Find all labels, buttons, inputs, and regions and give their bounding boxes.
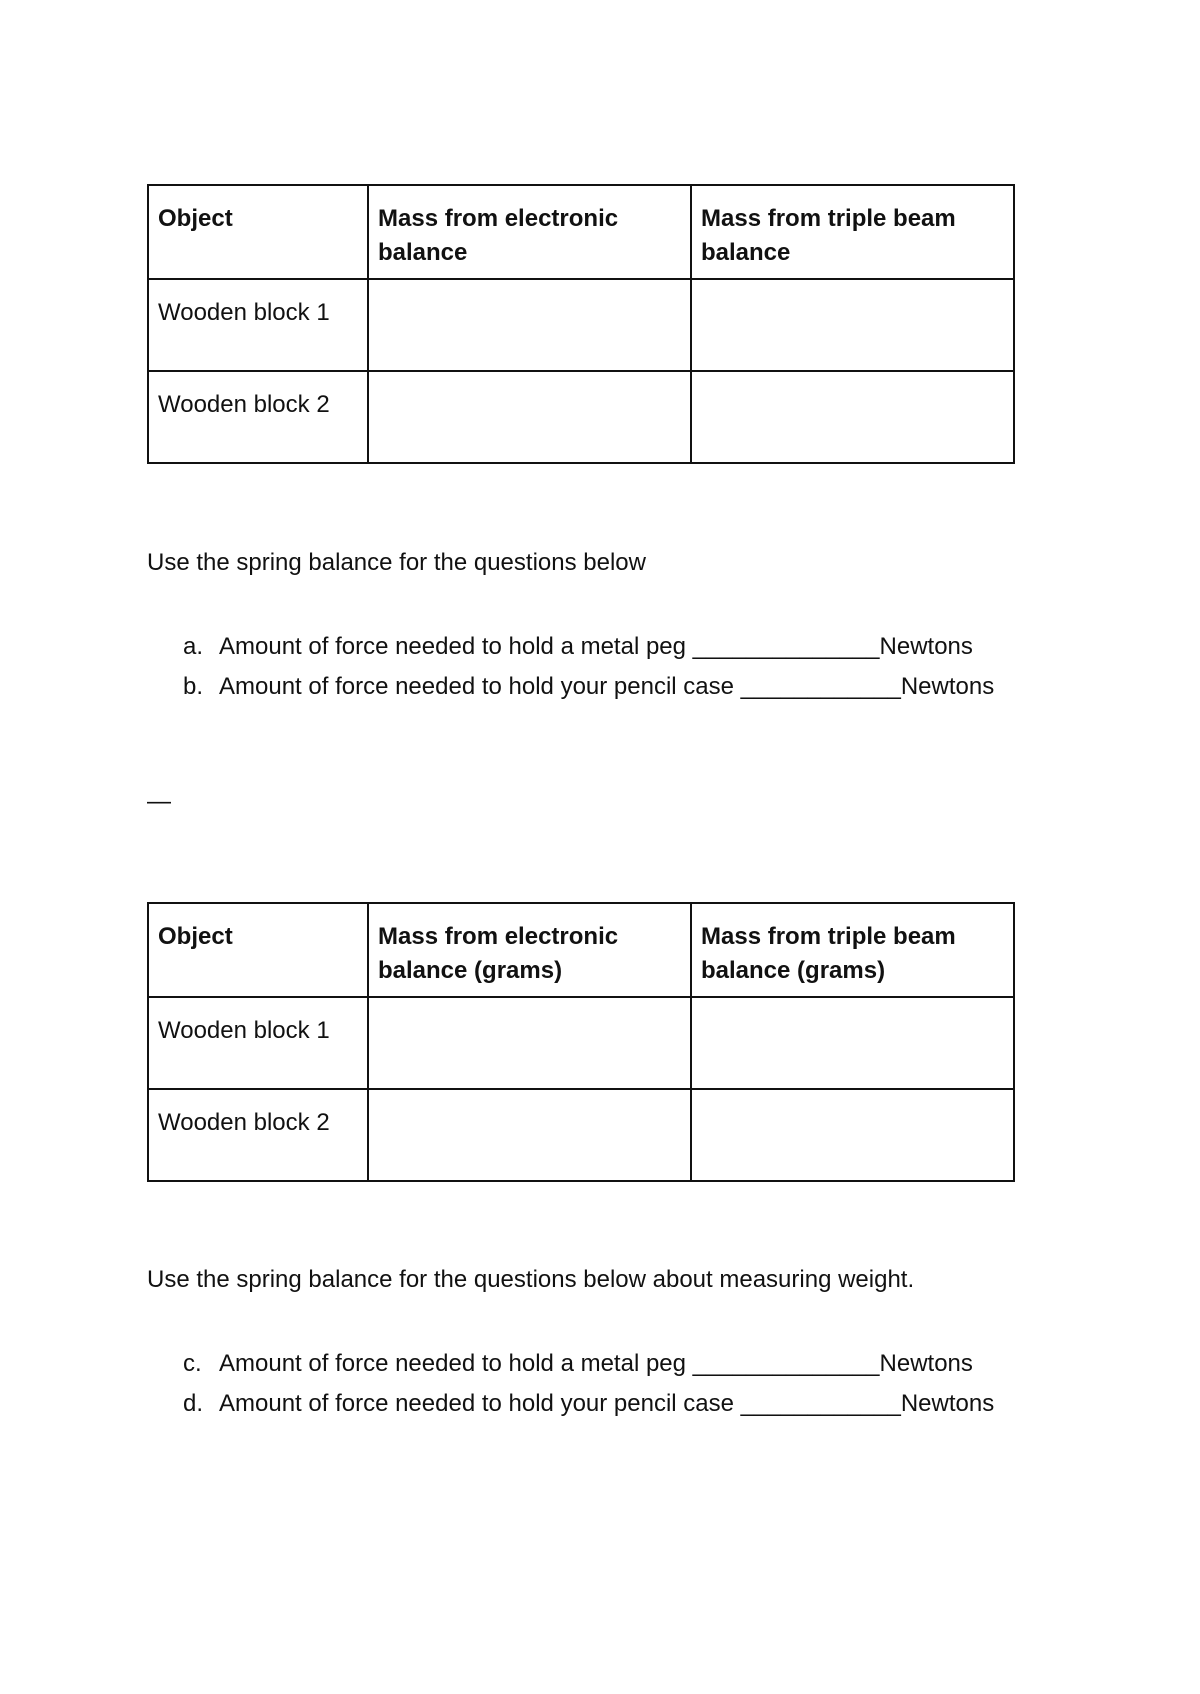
header-triple-beam-balance: Mass from triple beam balance (grams) (691, 903, 1014, 997)
mass-table-2 (147, 902, 1015, 1182)
question-item (183, 667, 994, 707)
answer-cell[interactable] (691, 1089, 1014, 1181)
unit-label: Newtons (879, 633, 973, 660)
table-row (148, 997, 1014, 1089)
question-text: Amount of force needed to hold a metal peg (219, 633, 686, 660)
question-item (183, 1384, 994, 1424)
instruction-text: Use the spring balance for the questions below about measuring weight. (147, 1266, 915, 1293)
answer-cell[interactable] (691, 371, 1014, 463)
row-label: Wooden block 1 (148, 279, 368, 371)
table-row (148, 1089, 1014, 1181)
question-item (183, 1344, 994, 1384)
answer-cell[interactable] (368, 371, 691, 463)
row-label: Wooden block 2 (148, 1089, 368, 1181)
header-object: Object (148, 185, 368, 279)
answer-cell[interactable] (368, 279, 691, 371)
unit-label: Newtons (900, 673, 995, 700)
unit-label: Newtons (879, 1350, 973, 1377)
instruction-text: Use the spring balance for the questions below (147, 549, 646, 576)
answer-cell[interactable] (368, 997, 691, 1089)
answer-blank[interactable]: ____________ (740, 673, 901, 700)
question-text: Amount of force needed to hold your pencil case (219, 673, 734, 700)
mass-table-1 (147, 184, 1015, 464)
separator-dash: — (147, 788, 171, 815)
header-object: Object (148, 903, 368, 997)
question-item (183, 627, 994, 667)
answer-cell[interactable] (691, 997, 1014, 1089)
question-list (183, 627, 994, 707)
answer-cell[interactable] (691, 279, 1014, 371)
table-header-row (148, 903, 1014, 997)
question-marker: c. (183, 1350, 202, 1377)
question-marker: a. (183, 633, 204, 660)
header-triple-beam-balance: Mass from triple beam balance (691, 185, 1014, 279)
row-label: Wooden block 2 (148, 371, 368, 463)
answer-cell[interactable] (368, 1089, 691, 1181)
question-list (183, 1344, 994, 1424)
answer-blank[interactable]: ____________ (740, 1390, 901, 1417)
table-row (148, 371, 1014, 463)
answer-blank[interactable]: ______________ (692, 633, 880, 660)
question-text: Amount of force needed to hold a metal peg (219, 1350, 686, 1377)
row-label: Wooden block 1 (148, 997, 368, 1089)
header-electronic-balance: Mass from electronic balance (368, 185, 691, 279)
question-marker: b. (183, 673, 204, 700)
answer-blank[interactable]: ______________ (692, 1350, 880, 1377)
unit-label: Newtons (900, 1390, 995, 1417)
question-text: Amount of force needed to hold your pencil case (219, 1390, 734, 1417)
header-electronic-balance: Mass from electronic balance (grams) (368, 903, 691, 997)
question-marker: d. (183, 1390, 204, 1417)
table-header-row (148, 185, 1014, 279)
table-row (148, 279, 1014, 371)
